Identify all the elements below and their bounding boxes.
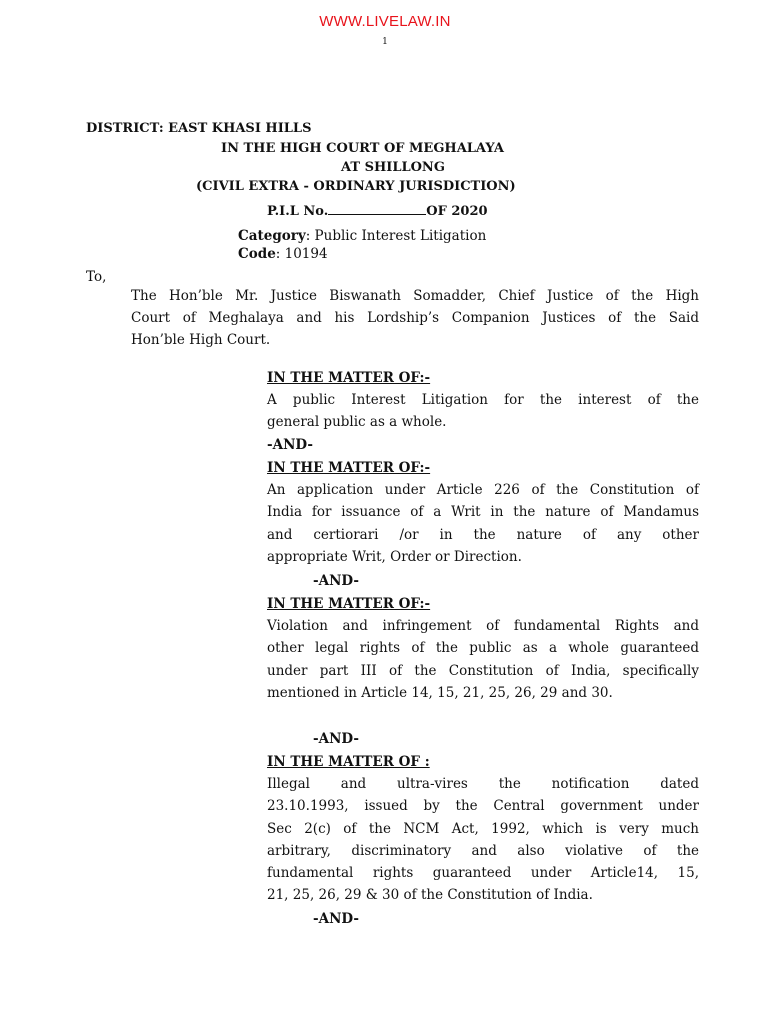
matter-body [267,389,699,434]
code-value: : 10194 [275,246,328,262]
matter-line: A public Interest Litigation for the interest of the [267,392,699,408]
matter-line: fundamental rights guaranteed under Article14, 15, [267,865,699,882]
watermark-link[interactable]: WWW.LIVELAW.IN [319,13,451,30]
to-line: To, [86,269,107,285]
matter-body [267,615,699,704]
matter-line: arbitrary, discriminatory and also violative of the [267,842,699,859]
category-line [238,227,486,245]
pil-number-line [267,203,488,221]
matter-body [267,773,699,907]
pil-label: P.I.L No. [267,204,329,219]
district-line: DISTRICT: EAST KHASI HILLS [86,121,312,136]
matter-section-1 [267,367,699,434]
matter-heading: IN THE MATTER OF : [267,754,430,770]
code-line [238,245,328,263]
matter-line: under part III of the Constitution of India, specifically [267,662,699,679]
matter-heading: IN THE MATTER OF:- [267,460,431,476]
court-name: IN THE HIGH COURT OF MEGHALAYA [221,141,504,156]
category-value: : Public Interest Litigation [305,228,487,244]
matter-line: India for issuance of a Writ in the nature of Mandamus [267,504,699,521]
matter-line: Violation and infringement of fundamental Rights and [267,618,699,634]
matter-line: mentioned in Article 14, 15, 21, 25, 26, 29 and 30. [267,684,613,701]
code-label: Code [238,246,276,262]
matter-line: An application under Article 226 of the Constitution of [267,482,699,498]
addressee-paragraph [131,285,699,351]
matter-line: other legal rights of the public as a whole guaranteed [267,640,699,657]
court-place: AT SHILLONG [341,160,445,175]
jurisdiction-line: (CIVIL EXTRA - ORDINARY JURISDICTION) [196,179,516,194]
category-label: Category [238,228,306,244]
and-separator: -AND- [313,573,359,589]
matter-line: appropriate Writ, Order or Direction. [267,548,522,565]
pil-number-blank [328,203,426,215]
matter-section-3 [267,593,699,704]
addressee-line: Hon’ble High Court. [131,332,271,348]
addressee-line: Court of Meghalaya and his Lordship’s Companion Justices of the Said [131,310,699,326]
and-separator: -AND- [267,437,313,453]
matter-heading: IN THE MATTER OF:- [267,370,431,386]
addressee-line: The Hon’ble Mr. Justice Biswanath Somadder, Chief Justice of the High [131,288,699,304]
pil-year: OF 2020 [426,204,488,219]
matter-line: and certiorari /or in the nature of any other [267,526,699,543]
matter-line: Sec 2(c) of the NCM Act, 1992, which is very much [267,820,699,837]
matter-section-2 [267,457,699,568]
and-separator: -AND- [313,911,359,927]
matter-line: general public as a whole. [267,414,447,431]
matter-section-4 [267,751,699,907]
matter-line: Illegal and ultra-vires the notification dated [267,776,699,792]
matter-line: 23.10.1993, issued by the Central government under [267,798,699,815]
page-number: 1 [382,37,388,47]
matter-line: 21, 25, 26, 29 & 30 of the Constitution of India. [267,887,593,904]
matter-body [267,479,699,568]
matter-heading: IN THE MATTER OF:- [267,596,431,612]
and-separator: -AND- [313,731,359,747]
